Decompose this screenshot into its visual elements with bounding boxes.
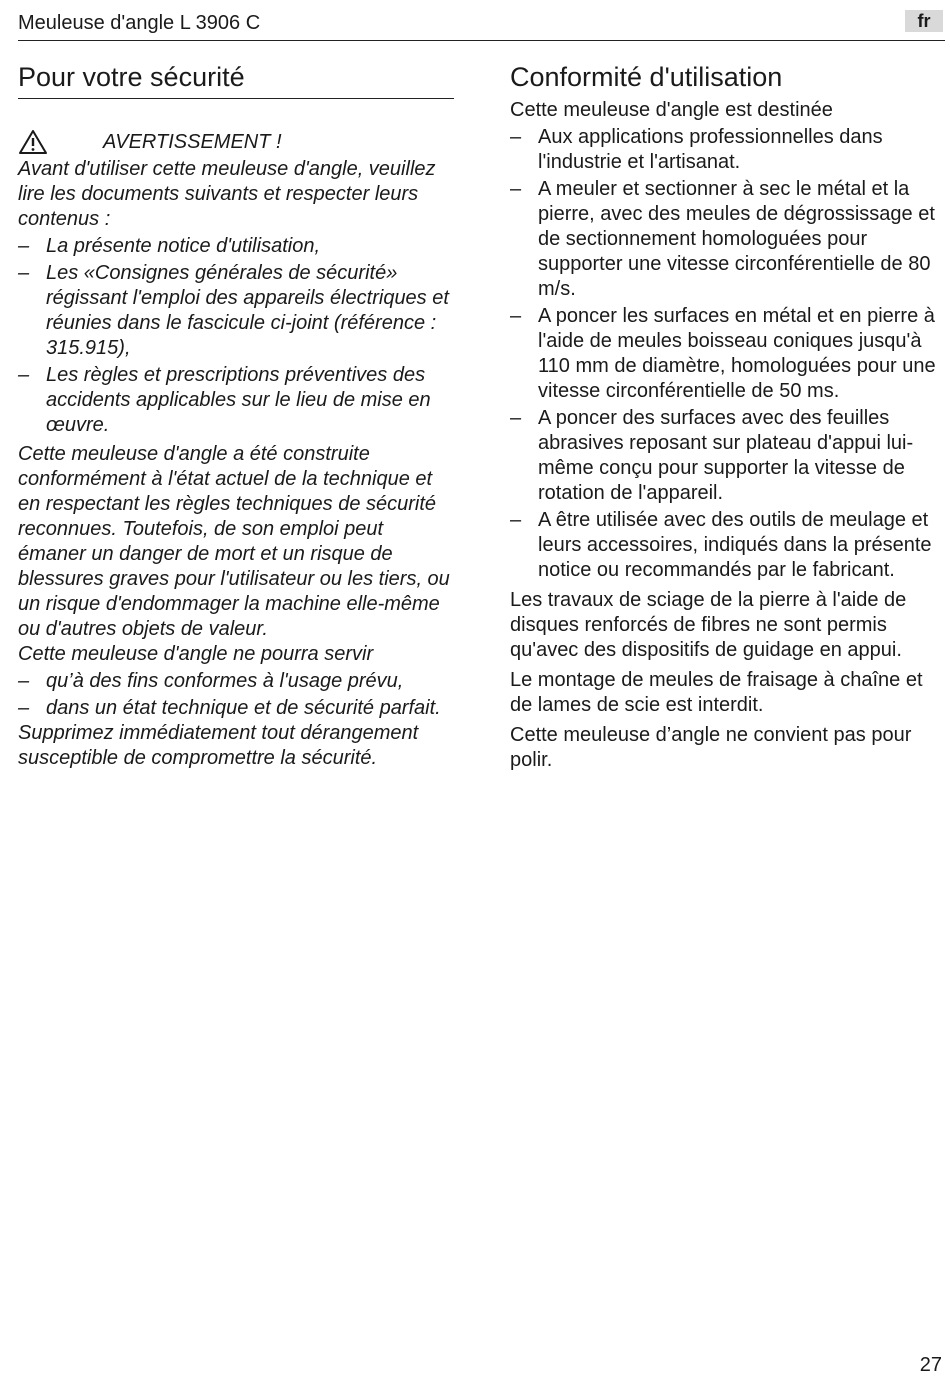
list-item-text: Aux applications professionnelles dans l'industrie et l'artisanat. (538, 126, 883, 173)
dash-bullet: – (510, 178, 522, 200)
dash-bullet: – (18, 262, 30, 284)
safety-paragraph: Cette meuleuse d'angle a été construite conformément à l'état actuel de la technique et en respectant les règles techniques de sécurité reconnues. Toutefois, de son emploi peut émaner un danger de mort et un risque de blessures graves pour l'utilisateur ou les tiers, ou un risque d'endommager la machine elle-même ou d'autres objets de valeur. (18, 443, 450, 640)
list-item (18, 363, 454, 438)
list-item-text: Les «Consignes générales de sécurité» régissant l'emploi des appareils électriques et réunies dans le fascicule ci-joint (référence : 315.915), (46, 262, 449, 359)
list-item (18, 696, 454, 721)
list-item-text: A poncer les surfaces en métal et en pierre à l'aide de meules boisseau coniques jusqu'à 110 mm de diamètre, homologuées pour une vitesse circonférentielle de 50 ms. (538, 305, 936, 402)
dash-bullet: – (510, 126, 522, 148)
list-item-text: A poncer des surfaces avec des feuilles abrasives reposant sur plateau d'appui lui-même conçu pour supporter la vitesse de rotation de l'appareil. (538, 407, 914, 504)
safety-paragraph: Supprimez immédiatement tout dérangement susceptible de compromettre la sécurité. (18, 722, 419, 769)
language-badge: fr (905, 10, 943, 32)
list-item (510, 406, 942, 506)
list-item-text: Les règles et prescriptions préventives des accidents applicables sur le lieu de mise en œuvre. (46, 364, 431, 436)
list-item (18, 669, 454, 694)
dash-bullet: – (510, 305, 522, 327)
warning-label: AVERTISSEMENT ! (103, 131, 282, 153)
list-item-text: qu’à des fins conformes à l'usage prévu, (46, 670, 404, 692)
usage-intro: Cette meuleuse d'angle est destinée (510, 99, 833, 121)
list-item-text: La présente notice d'utilisation, (46, 235, 320, 257)
list-item-text: A meuler et sectionner à sec le métal et la pierre, avec des meules de dégrossissage et de sectionnement homologuées pour supporter une vitesse circonférentielle de 80 m/s. (538, 178, 935, 300)
safety-column (18, 60, 454, 771)
list-item-text: A être utilisée avec des outils de meulage et leurs accessoires, indiqués dans la présente notice ou recommandés par le fabricant. (538, 509, 932, 581)
usage-paragraph: Le montage de meules de fraisage à chaîne et de lames de scie est interdit. (510, 669, 923, 716)
list-item (18, 261, 454, 361)
dash-bullet: – (18, 697, 30, 719)
dash-bullet: – (510, 407, 522, 429)
usage-column (510, 60, 942, 773)
list-item (18, 234, 454, 259)
safety-intro: Avant d'utiliser cette meuleuse d'angle, veuillez lire les documents suivants et respecter leurs contenus : (18, 158, 436, 230)
page-number: 27 (919, 1354, 942, 1376)
page-header (18, 10, 945, 41)
safety-title: Pour votre sécurité (18, 60, 454, 99)
list-item (510, 125, 942, 175)
dash-bullet: – (18, 364, 30, 386)
usage-paragraph: Les travaux de sciage de la pierre à l'aide de disques renforcés de fibres ne sont permis qu'avec des dispositifs de guidage en appui. (510, 589, 907, 661)
list-item (510, 177, 942, 302)
dash-bullet: – (18, 670, 30, 692)
safety-paragraph: Cette meuleuse d'angle ne pourra servir (18, 643, 374, 665)
usage-paragraph: Cette meuleuse d’angle ne convient pas pour polir. (510, 724, 912, 771)
list-item (510, 508, 942, 583)
warning-heading (18, 129, 454, 157)
usage-title: Conformité d'utilisation (510, 62, 783, 92)
dash-bullet: – (18, 235, 30, 257)
list-item-text: dans un état technique et de sécurité parfait. (46, 697, 441, 719)
warning-triangle-icon (18, 129, 48, 155)
list-item (510, 304, 942, 404)
dash-bullet: – (510, 509, 522, 531)
document-title: Meuleuse d'angle L 3906 C (18, 12, 261, 34)
